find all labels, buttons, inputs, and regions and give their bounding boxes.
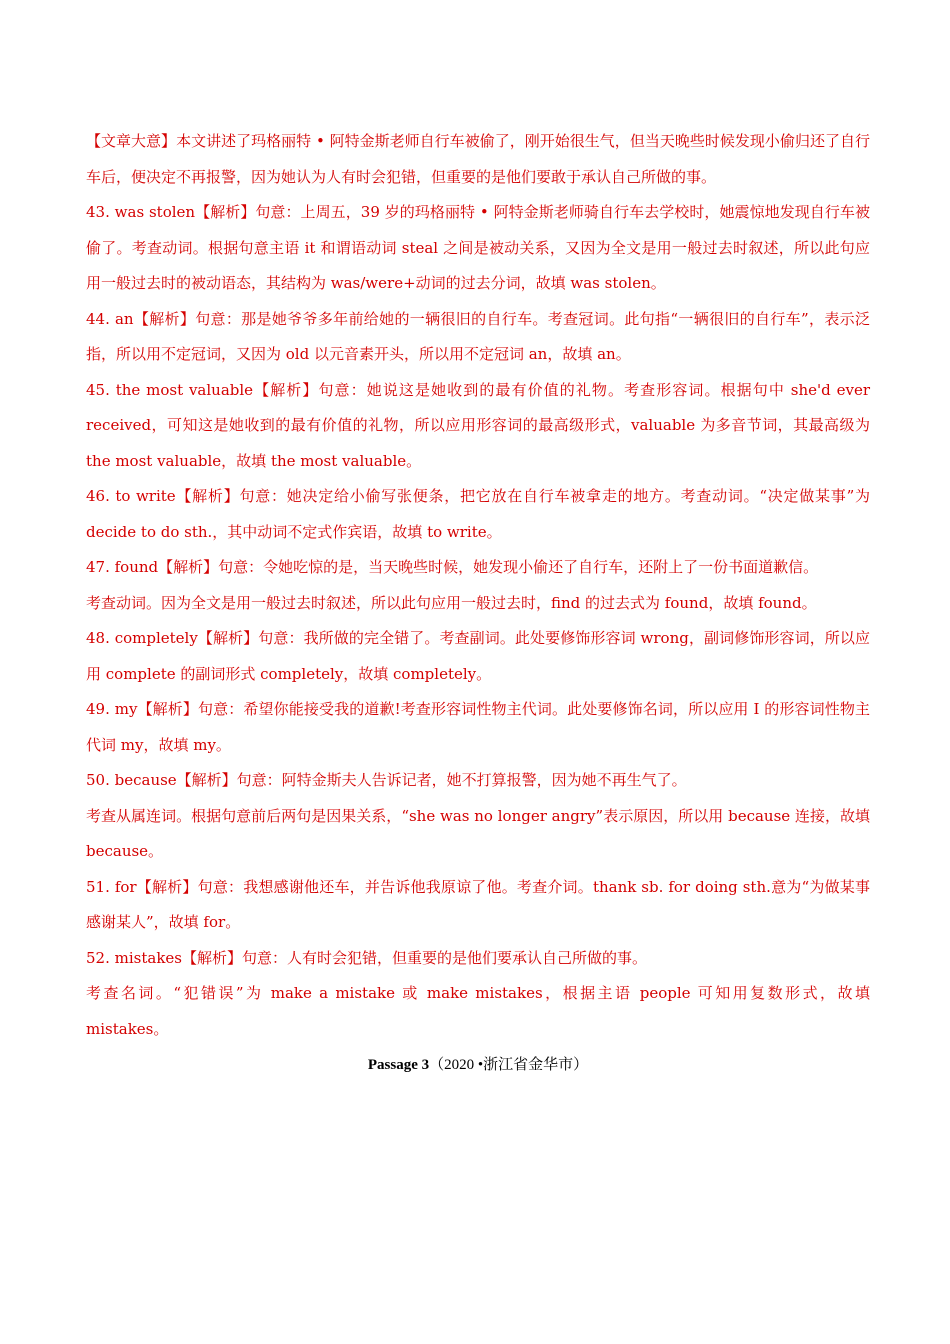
- answer-48: 48. completely【解析】句意：我所做的完全错了。考查副词。此处要修饰形容词 wrong，副词修饰形容词，所以应用 complete 的副词形式 completely，故填 completely。: [86, 629, 870, 683]
- answer-47-explanation: 考查动词。因为全文是用一般过去时叙述，所以此句应用一般过去时，find 的过去式为 found，故填 found。: [86, 593, 817, 612]
- answer-52: 52. mistakes【解析】句意：人有时会犯错，但重要的是他们要承认自己所做的事。: [86, 948, 647, 967]
- answer-52-explanation: 考查名词。“犯错误”为 make a mistake 或 make mistakes，根据主语 people 可知用复数形式，故填 mistakes。: [86, 984, 870, 1038]
- answer-45: 45. the most valuable【解析】句意：她说这是她收到的最有价值的礼物。考查形容词。根据句中 she'd ever received，可知这是她收到的最有价值的礼物，所以应用形容词的最高级形式，valuable 为多音节词，其最高级为 the most valuable，故填 the most valuable。: [86, 380, 870, 470]
- summary-paragraph: 【文章大意】本文讲述了玛格丽特 • 阿特金斯老师自行车被偷了，刚开始很生气，但当天晚些时候发现小偷归还了自行车后，便决定不再报警，因为她认为人有时会犯错，但重要的是他们要敢于承认自己所做的事。: [86, 132, 870, 186]
- answer-51: 51. for【解析】句意：我想感谢他还车，并告诉他我原谅了他。考查介词。thank sb. for doing sth.意为“为做某事感谢某人”，故填 for。: [86, 877, 870, 931]
- passage-source: （2020 •浙江省金华市）: [429, 1057, 589, 1073]
- answer-43: 43. was stolen【解析】句意：上周五，39 岁的玛格丽特 • 阿特金斯老师骑自行车去学校时，她震惊地发现自行车被偷了。考查动词。根据句意主语 it 和谓语动词 steal 之间是被动关系，又因为全文是用一般过去时叙述，所以此句应用一般过去时的被动语态，其结构为 was/were+动词的过去分词，故填 was stolen。: [86, 203, 870, 292]
- answer-49: 49. my【解析】句意：希望你能接受我的道歉!考查形容词性物主代词。此处要修饰名词，所以应用 I 的形容词性物主代词 my，故填 my。: [86, 700, 870, 754]
- passage-number: Passage 3: [367, 1057, 430, 1073]
- answer-44: 44. an【解析】句意：那是她爷爷多年前给她的一辆很旧的自行车。考查冠词。此句指“一辆很旧的自行车”，表示泛指，所以用不定冠词，又因为 old 以元音素开头，所以用不定冠词 an，故填 an。: [86, 309, 870, 363]
- answer-50-explanation: 考查从属连词。根据句意前后两句是因果关系，“she was no longer angry”表示原因，所以用 because 连接，故填 because。: [86, 806, 870, 860]
- answer-50: 50. because【解析】句意：阿特金斯夫人告诉记者，她不打算报警，因为她不再生气了。: [86, 771, 687, 789]
- answer-47: 47. found【解析】句意：令她吃惊的是，当天晚些时候，她发现小偷还了自行车，还附上了一份书面道歉信。: [86, 558, 819, 576]
- passage-heading: [86, 1048, 870, 1083]
- answer-46: 46. to write【解析】句意：她决定给小偷写张便条，把它放在自行车被拿走的地方。考查动词。“决定做某事”为 decide to do sth.，其中动词不定式作宾语，故填 to write。: [86, 487, 870, 541]
